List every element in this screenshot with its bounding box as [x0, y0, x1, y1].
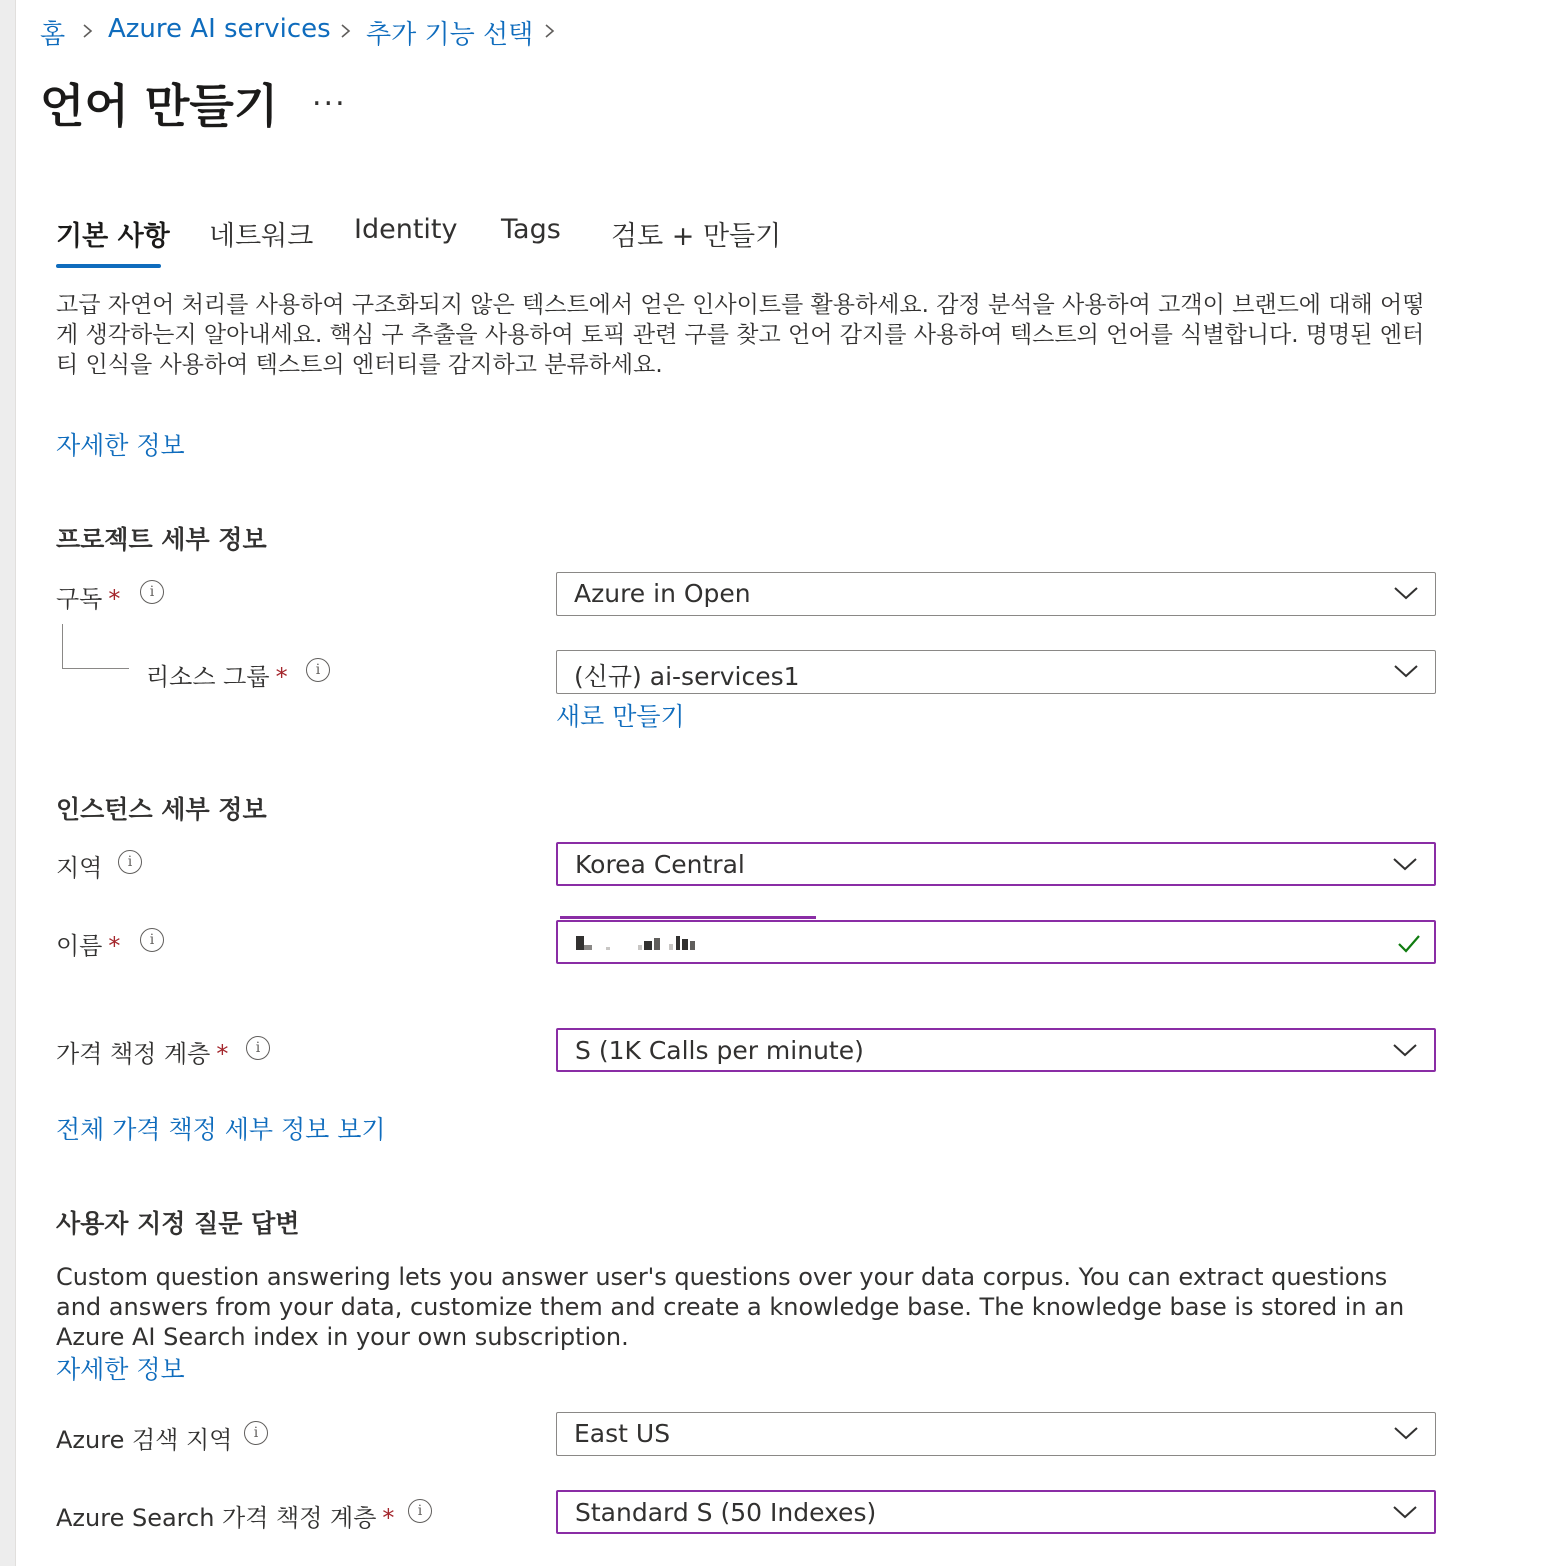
custom-qa-description: Custom question answering lets you answer user's questions over your data corpus. You can extract questions and answers from your data, customize them and create a knowledge base. The knowledge base is stored in an Azure AI Search index in your own subscription.: [56, 1263, 1405, 1351]
tab-basics[interactable]: 기본 사항: [56, 221, 170, 252]
breadcrumb-azure-ai-services[interactable]: Azure AI services: [108, 14, 331, 44]
region-label: 지역: [56, 854, 103, 882]
subscription-dropdown[interactable]: [556, 572, 1436, 616]
pricing-tier-label: [56, 1034, 228, 1069]
chevron-down-icon: [1392, 1502, 1418, 1522]
full-pricing-details-link[interactable]: 전체 가격 책정 세부 정보 보기: [56, 1115, 386, 1144]
learn-more-link[interactable]: 자세한 정보: [56, 431, 185, 460]
pricing-tier-dropdown[interactable]: [556, 1028, 1436, 1072]
active-tab-indicator: [56, 264, 161, 268]
service-description: 고급 자연어 처리를 사용하여 구조화되지 않은 텍스트에서 얻은 인사이트를 활용하세요. 감정 분석을 사용하여 고객이 브랜드에 대해 어떻게 생각하는지 알아내세요. 핵심 구 추출을 사용하여 토픽 관련 구를 찾고 언어 감지를 사용하여 텍스트의 언어를 식별합니다. 명명된 엔터티 인식을 사용하여 텍스트의 엔터티를 감지하고 분류하세요.: [56, 292, 1425, 378]
pricing-tier-value: S (1K Calls per minute): [575, 1036, 864, 1065]
info-icon[interactable]: i: [306, 658, 330, 682]
search-pricing-dropdown[interactable]: [556, 1490, 1436, 1534]
subscription-label-text: 구독: [56, 585, 103, 613]
chevron-right-icon: [334, 20, 356, 42]
name-label-text: 이름: [56, 932, 103, 960]
resource-group-value: (신규) ai-services1: [574, 662, 800, 691]
chevron-down-icon: [1393, 661, 1419, 681]
required-marker: *: [216, 1040, 229, 1068]
info-icon[interactable]: i: [140, 580, 164, 604]
tab-network[interactable]: 네트워크: [209, 221, 314, 252]
required-marker: *: [275, 663, 288, 691]
required-marker: *: [108, 932, 121, 960]
search-region-label: Azure 검색 지역: [56, 1426, 233, 1454]
breadcrumb-home[interactable]: 홈: [40, 20, 66, 50]
project-details-heading: 프로젝트 세부 정보: [56, 525, 267, 554]
chevron-down-icon: [1393, 583, 1419, 603]
info-icon[interactable]: i: [244, 1421, 268, 1445]
chevron-down-icon: [1392, 854, 1418, 874]
region-value: Korea Central: [575, 850, 745, 879]
subscription-value: Azure in Open: [574, 579, 751, 608]
resource-group-label: [146, 657, 288, 692]
chevron-down-icon: [1392, 1040, 1418, 1060]
redacted-name-mark: [574, 932, 714, 952]
pricing-tier-label-text: 가격 책정 계층: [56, 1040, 211, 1068]
tab-review-create[interactable]: 검토 + 만들기: [611, 221, 782, 252]
input-progress-bar: [560, 916, 816, 919]
custom-qa-heading: 사용자 지정 질문 답변: [56, 1209, 300, 1238]
region-dropdown[interactable]: [556, 842, 1436, 886]
resource-group-label-text: 리소스 그룹: [146, 663, 270, 691]
create-new-resource-group-link[interactable]: 새로 만들기: [556, 702, 685, 731]
info-icon[interactable]: i: [118, 850, 142, 874]
subscription-label: [56, 579, 120, 614]
search-pricing-label: [56, 1498, 394, 1533]
name-label: [56, 926, 120, 961]
info-icon[interactable]: i: [246, 1036, 270, 1060]
name-input[interactable]: [556, 920, 1436, 964]
instance-details-heading: 인스턴스 세부 정보: [56, 795, 267, 824]
search-pricing-value: Standard S (50 Indexes): [575, 1498, 877, 1527]
chevron-right-icon: [76, 20, 98, 42]
hierarchy-connector: [62, 624, 129, 669]
custom-qa-learn-more-link[interactable]: 자세한 정보: [56, 1355, 185, 1384]
tab-tags[interactable]: Tags: [501, 214, 561, 245]
portal-left-edge: [0, 0, 16, 1566]
checkmark-icon: [1396, 932, 1422, 954]
page-title: 언어 만들기: [40, 79, 279, 133]
info-icon[interactable]: i: [140, 928, 164, 952]
search-pricing-label-text: Azure Search 가격 책정 계층: [56, 1504, 377, 1532]
chevron-down-icon: [1393, 1423, 1419, 1443]
required-marker: *: [382, 1504, 395, 1532]
search-region-dropdown[interactable]: [556, 1412, 1436, 1456]
required-marker: *: [108, 585, 121, 613]
more-options-button[interactable]: ...: [312, 78, 347, 113]
chevron-right-icon: [538, 20, 560, 42]
breadcrumb-select-features[interactable]: 추가 기능 선택: [366, 20, 534, 50]
resource-group-dropdown[interactable]: [556, 650, 1436, 694]
tab-identity[interactable]: Identity: [354, 214, 458, 245]
search-region-value: East US: [574, 1419, 671, 1448]
info-icon[interactable]: i: [408, 1499, 432, 1523]
